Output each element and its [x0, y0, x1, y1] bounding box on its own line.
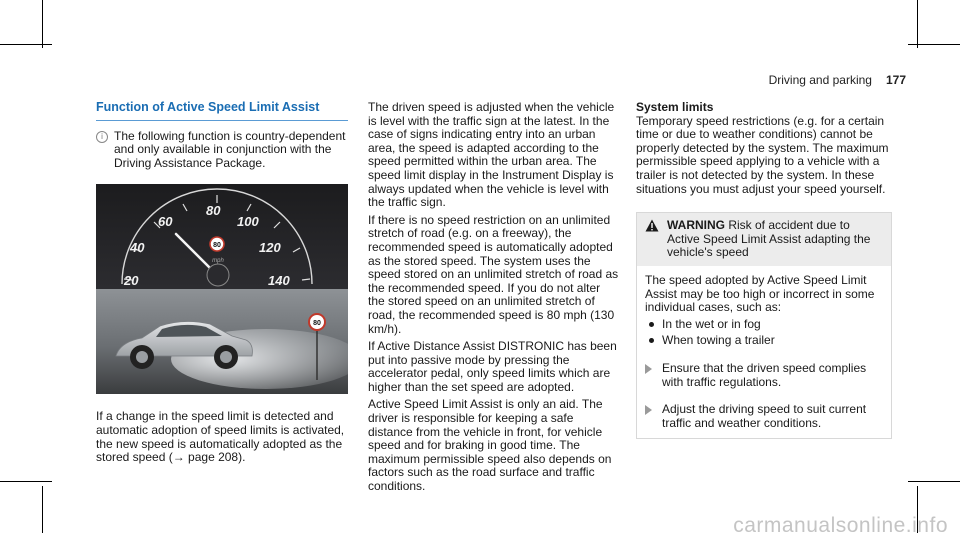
- page-header: [769, 74, 906, 88]
- list-item: [649, 334, 883, 348]
- bullet-text: In the wet or in fog: [662, 316, 761, 331]
- speedo-unit: mph: [212, 258, 224, 265]
- left-column: [96, 101, 348, 469]
- speedo-label-20: 20: [124, 273, 139, 289]
- crop-mark: [908, 44, 960, 45]
- speed-limit-figure: [96, 184, 348, 394]
- info-icon: i: [96, 131, 108, 143]
- warning-header: [637, 213, 891, 266]
- speedo-sign-text: 80: [213, 242, 221, 250]
- watermark: carmanualsonline.info: [733, 514, 948, 533]
- right-para-1: Temporary speed restrictions (e.g. for a certain time or due to weather conditions) cannot be properly detected by the system. The maximum permissible speed applying to a vehicle with a trailer is not detected by the system. In these situations you must adjust your speed yourself.: [636, 113, 889, 196]
- page-number: 177: [885, 73, 906, 87]
- step-arrow-icon: [645, 364, 652, 374]
- warning-label: WARNING: [667, 218, 725, 233]
- step-item: [645, 403, 883, 430]
- road-sign-text: 80: [313, 320, 321, 328]
- middle-para-4: Active Speed Limit Assist is only an aid. The driver is responsible for keeping a safe distance from the vehicle in front, for vehicle speed and for braking in good time. The maximum permissible speed also depends on factors such as the road surface and traffic conditions.: [368, 397, 612, 494]
- middle-para-3: If Active Distance Assist DISTRONIC has been put into passive mode by pressing the accelerator pedal, only speed limits which are higher than the set speed are adopted.: [368, 339, 617, 394]
- header-section: Driving and parking: [768, 73, 872, 87]
- speedo-label-100: 100: [237, 214, 259, 230]
- right-column: [636, 101, 892, 439]
- crop-mark: [0, 481, 52, 482]
- figure-illustration: [96, 184, 348, 394]
- list-item: [649, 318, 883, 332]
- section-title: Function of Active Speed Limit Assist: [96, 101, 348, 121]
- step-arrow-icon: [645, 405, 652, 415]
- bullet-icon: [649, 338, 654, 343]
- note-text: The following function is country-dependent and only available in conjunction with the Driving Assistance Package.: [114, 128, 346, 170]
- crop-mark: [42, 0, 43, 48]
- middle-para-2: If there is no speed restriction on an unlimited stretch of road (e.g. on a freeway), the recommended speed is automatically adopted as the stored speed. The system uses the speed stored on an unlimited stretch of road as the recommended speed. If you do not alter the stored speed on an unlimited stretch of road, the recommended speed is 80 mph (130 km/h).: [368, 212, 619, 336]
- warning-text: Risk of accident due to Active Speed Limit Assist adapting the vehicle's speed: [667, 218, 871, 260]
- middle-para-1: The driven speed is adjusted when the vehicle is level with the traffic sign at the latest. In the case of signs indicating entry into an urban area, the speed is adapted according to the speed permitted within the urban area. The speed limit display in the Instrument Display is always updated when the vehicle is level with the traffic sign.: [368, 100, 615, 210]
- warning-text-block: [667, 219, 883, 260]
- crop-mark: [42, 486, 43, 533]
- speedo-label-140: 140: [268, 273, 290, 289]
- crop-mark: [908, 481, 960, 482]
- step-text: Ensure that the driven speed complies with traffic regulations.: [662, 360, 867, 389]
- speedo-label-60: 60: [158, 214, 173, 230]
- bullet-icon: [649, 322, 654, 327]
- speedo-label-40: 40: [130, 240, 145, 256]
- step-item: [645, 362, 883, 389]
- warning-box: [636, 212, 892, 439]
- left-para-1: If a change in the speed limit is detected and automatic adoption of speed limits is activated, the new speed is automatically adopted as the stored speed (→ page 208).: [96, 409, 345, 465]
- crop-mark: [0, 44, 52, 45]
- warning-body-text: The speed adopted by Active Speed Limit Assist may be too high or incorrect in some individual cases, such as:: [645, 272, 875, 315]
- warning-triangle-icon: [645, 219, 659, 232]
- middle-column: [368, 101, 620, 498]
- speedo-label-80: 80: [206, 203, 221, 219]
- speedo-label-120: 120: [259, 240, 281, 256]
- step-text: Adjust the driving speed to suit current traffic and weather conditions.: [662, 402, 867, 430]
- bullet-text: When towing a trailer: [662, 333, 775, 348]
- system-limits-title: System limits: [636, 100, 714, 114]
- warning-body: [637, 266, 891, 438]
- crop-mark: [917, 0, 918, 48]
- info-note: [96, 130, 348, 171]
